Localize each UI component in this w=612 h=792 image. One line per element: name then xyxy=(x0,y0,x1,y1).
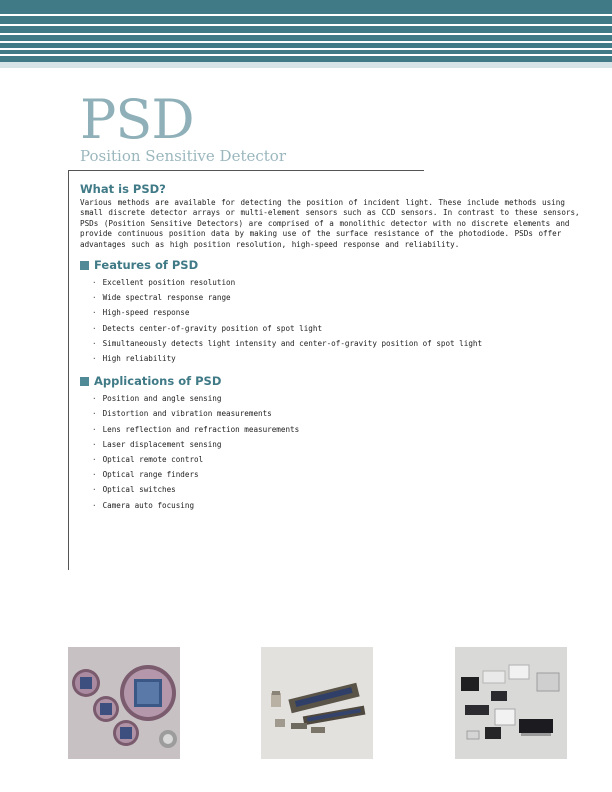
list-item xyxy=(92,406,580,421)
product-photo-smd-psd xyxy=(455,647,567,759)
list-item xyxy=(92,498,580,513)
list-item xyxy=(92,437,580,452)
bullet-dot-icon: · xyxy=(92,394,97,404)
application-text: Laser displacement sensing xyxy=(102,439,222,449)
features-section xyxy=(80,258,580,366)
header-stripe xyxy=(0,14,612,16)
list-item xyxy=(92,467,580,482)
header-stripe xyxy=(0,33,612,35)
intro-heading: What is PSD? xyxy=(80,182,166,196)
bullet-dot-icon: · xyxy=(92,308,97,318)
feature-text: Simultaneously detects light intensity and center-of-gravity position of spot light xyxy=(102,338,483,348)
linear-psd-illustration xyxy=(261,647,373,759)
application-text: Distortion and vibration measurements xyxy=(102,409,272,419)
header-fade xyxy=(0,62,612,68)
feature-text: High-speed response xyxy=(102,308,190,318)
features-list xyxy=(80,275,580,366)
list-item xyxy=(92,321,580,336)
bullet-dot-icon: · xyxy=(92,338,97,348)
application-text: Optical remote control xyxy=(102,455,204,465)
product-photo-linear-psd xyxy=(261,647,373,759)
main-content xyxy=(80,182,580,513)
application-text: Position and angle sensing xyxy=(102,394,222,404)
square-bullet-icon xyxy=(80,261,89,270)
horizontal-divider xyxy=(68,170,424,171)
bullet-dot-icon: · xyxy=(92,439,97,449)
list-item xyxy=(92,336,580,351)
features-heading-row xyxy=(80,258,580,272)
applications-heading: Applications of PSD xyxy=(94,374,222,389)
bullet-dot-icon: · xyxy=(92,409,97,419)
list-item xyxy=(92,482,580,497)
bullet-dot-icon: · xyxy=(92,323,97,333)
bullet-dot-icon: · xyxy=(92,485,97,495)
application-text: Lens reflection and refraction measurements xyxy=(102,424,300,434)
page-subtitle: Position Sensitive Detector xyxy=(80,147,286,165)
bullet-dot-icon: · xyxy=(92,354,97,364)
feature-text: Detects center-of-gravity position of spot light xyxy=(102,323,323,333)
list-item xyxy=(92,290,580,305)
bullet-dot-icon: · xyxy=(92,470,97,480)
applications-list xyxy=(80,391,580,513)
square-bullet-icon xyxy=(80,377,89,386)
bullet-dot-icon: · xyxy=(92,500,97,510)
header-band xyxy=(0,0,612,62)
intro-section xyxy=(80,182,580,250)
application-text: Optical switches xyxy=(102,485,176,495)
application-text: Optical range finders xyxy=(102,470,199,480)
title-block xyxy=(80,88,286,165)
features-heading: Features of PSD xyxy=(94,258,199,273)
list-item xyxy=(92,275,580,290)
list-item xyxy=(92,351,580,366)
list-item xyxy=(92,305,580,320)
bullet-dot-icon: · xyxy=(92,293,97,303)
applications-heading-row xyxy=(80,374,580,388)
list-item xyxy=(92,422,580,437)
intro-paragraph: Various methods are available for detecting the position of incident light. These include methods using small discrete detector arrays or multi-element sensors such as CCD sensors. In contrast to these sensors, PSDs (Position Sensitive Detectors) are comprised of a monolithic detector with no discrete elements and provide continuous position data by making use of the surface resistance of the photodiode. PSDs offer advantages such as high position resolution, high-speed response and reliability. xyxy=(80,198,580,249)
list-item xyxy=(92,391,580,406)
header-stripe xyxy=(0,54,612,56)
feature-text: Excellent position resolution xyxy=(102,278,236,288)
applications-section xyxy=(80,374,580,513)
page-title: PSD xyxy=(80,88,194,151)
round-psd-illustration xyxy=(68,647,180,759)
bullet-dot-icon: · xyxy=(92,424,97,434)
list-item xyxy=(92,452,580,467)
feature-text: Wide spectral response range xyxy=(102,293,231,303)
smd-psd-illustration xyxy=(455,647,567,759)
header-stripe xyxy=(0,24,612,26)
bullet-dot-icon: · xyxy=(92,455,97,465)
feature-text: High reliability xyxy=(102,354,176,364)
bullet-dot-icon: · xyxy=(92,278,97,288)
product-photo-round-psd xyxy=(68,647,180,759)
header-stripe xyxy=(0,41,612,43)
header-stripe xyxy=(0,48,612,50)
vertical-divider xyxy=(68,170,69,570)
application-text: Camera auto focusing xyxy=(102,500,195,510)
